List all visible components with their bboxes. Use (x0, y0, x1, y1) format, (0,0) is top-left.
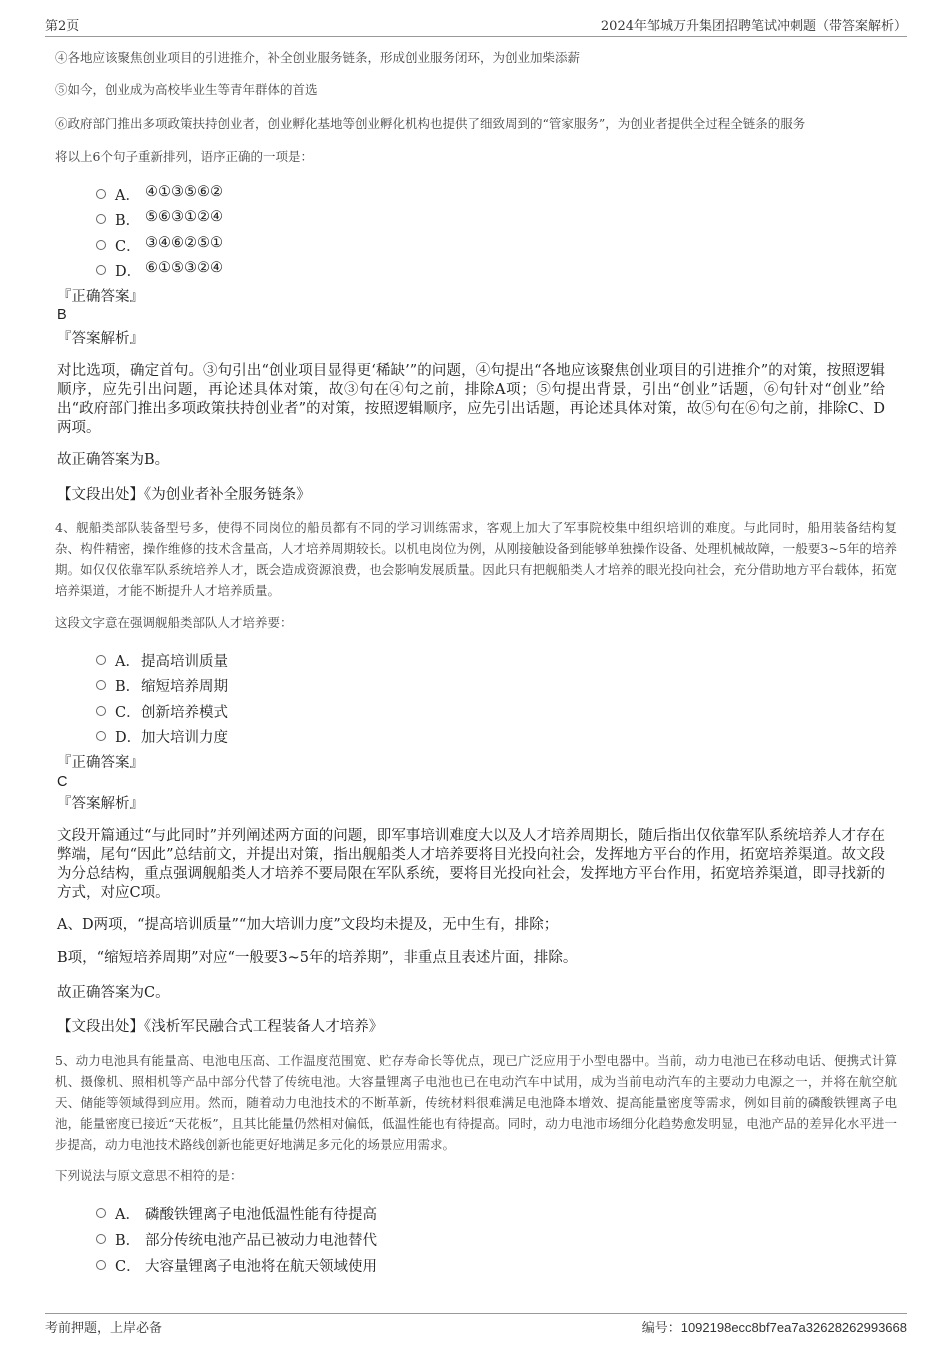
source: 【文段出处】《为创业者补全服务链条》 (57, 487, 311, 503)
analysis-label: 『答案解析』 (57, 331, 144, 347)
answer-label: 『正确答案』 (57, 755, 144, 771)
analysis-text: 文段开篇通过“与此同时”并列阐述两方面的问题，即军事培训难度大以及人才培养周期长，随后指出仅依靠军队系统培养人才存在弊端，尾句“因此”总结前文，并提出对策，指出舰船类人才培养要将目光投向社会，发挥地方平台的作用，拓宽培养渠道。故文段为分总结构，重点强调舰船类人才培养不要局限在军队系统，要将目光投向社会，发挥地方平台作用，拓宽培养渠道，即寻找新的方式，对应C项。 (57, 828, 885, 901)
document-code: 编号：1092198ecc8bf7ea7a32628262993668 (641, 1320, 907, 1336)
sentence-4: ④各地应该聚焦创业项目的引进推介，补全创业服务链条，形成创业服务闭环，为创业加柴添薪 (55, 50, 581, 65)
radio-icon[interactable] (96, 1208, 106, 1218)
question-prompt: 将以上6个句子重新排列，语序正确的一项是： (55, 149, 313, 164)
radio-icon[interactable] (96, 731, 106, 741)
conclusion: 故正确答案为C。 (57, 985, 170, 1001)
question-prompt: 下列说法与原文意思不相符的是： (55, 1168, 243, 1183)
radio-icon[interactable] (96, 240, 106, 250)
page-footer (45, 1313, 907, 1339)
page-number: 第2页 (45, 19, 80, 34)
analysis-b: B项，“缩短培养周期”对应“一般要3~5年的培养期”，非重点且表述片面，排除。 (57, 950, 578, 966)
sentence-6: ⑥政府部门推出多项政策扶持创业者，创业孵化基地等创业孵化机构也提供了细致周到的“管家服务”，为创业者提供全过程全链条的服务 (55, 116, 806, 131)
sentence-5: ⑤如今，创业成为高校毕业生等青年群体的首选 (55, 82, 318, 97)
source: 【文段出处】《浅析军民融合式工程装备人才培养》 (57, 1019, 384, 1035)
answer-label: 『正确答案』 (57, 289, 144, 305)
footer-slogan: 考前押题，上岸必备 (45, 1321, 163, 1336)
document-title: 2024年邹城万升集团招聘笔试冲刺题（带答案解析） (600, 19, 907, 34)
radio-icon[interactable] (96, 1234, 106, 1244)
question-passage: 5、动力电池具有能量高、电池电压高、工作温度范围宽、贮存寿命长等优点，现已广泛应用于小型电器中。当前，动力电池已在移动电话、便携式计算机、摄像机、照相机等产品中部分代替了传统电池。大容量锂离子电池也已在电动汽车中试用，成为当前电动汽车的主要动力电源之一，并将在航空航天、储能等领域得到应用。然而，随着动力电池技术的不断革新，传统材料很难满足电池降本增效、提高能量密度等需求，例如目前的磷酸铁锂离子电池，能量密度已接近“天花板”，且其比能量仍然相对偏低，低温性能也有待提高。同时，动力电池市场细分化趋势愈发明显，电池产品的差异化水平进一步提高，动力电池技术路线创新也能更好地满足多元化的场景应用需求。 (55, 1053, 897, 1152)
radio-icon[interactable] (96, 189, 106, 199)
analysis-ad: A、D两项，“提高培训质量”“加大培训力度”文段均未提及，无中生有，排除； (57, 917, 559, 933)
radio-icon[interactable] (96, 706, 106, 716)
page-header (45, 14, 907, 37)
answer-value: C (57, 774, 68, 790)
analysis-label: 『答案解析』 (57, 796, 144, 812)
radio-icon[interactable] (96, 655, 106, 665)
analysis-text: 对比选项，确定首句。③句引出“创业项目显得更‘稀缺’”的问题，④句提出“各地应该聚焦创业项目的引进推介”的对策，按照逻辑顺序，应先引出问题，再论述具体对策，故③句在④句之前，排除A项；⑤句提出背景，引出“创业”话题，⑥句针对“创业”给出“政府部门推出多项政策扶持创业者”的对策，按照逻辑顺序，应先引出话题，再论述具体对策，故⑤句在⑥句之前，排除C、D两项。 (57, 363, 885, 436)
answer-value: B (57, 307, 67, 323)
radio-icon[interactable] (96, 214, 106, 224)
radio-icon[interactable] (96, 680, 106, 690)
radio-icon[interactable] (96, 265, 106, 275)
radio-icon[interactable] (96, 1260, 106, 1270)
conclusion: 故正确答案为B。 (57, 452, 170, 468)
question-prompt: 这段文字意在强调舰船类部队人才培养要： (55, 615, 293, 630)
question-passage: 4、舰船类部队装备型号多，使得不同岗位的船员都有不同的学习训练需求，客观上加大了军事院校集中组织培训的难度。与此同时，船用装备结构复杂、构件精密，操作维修的技术含量高，人才培养周期较长。以机电岗位为例，从刚接触设备到能够单独操作设备、处理机械故障，一般要3~5年的培养期。如仅仅依靠军队系统培养人才，既会造成资源浪费，也会影响发展质量。因此只有把舰船类人才培养的眼光投向社会，充分借助地方平台载体，拓宽培养渠道，才能不断提升人才培养质量。 (55, 520, 897, 598)
